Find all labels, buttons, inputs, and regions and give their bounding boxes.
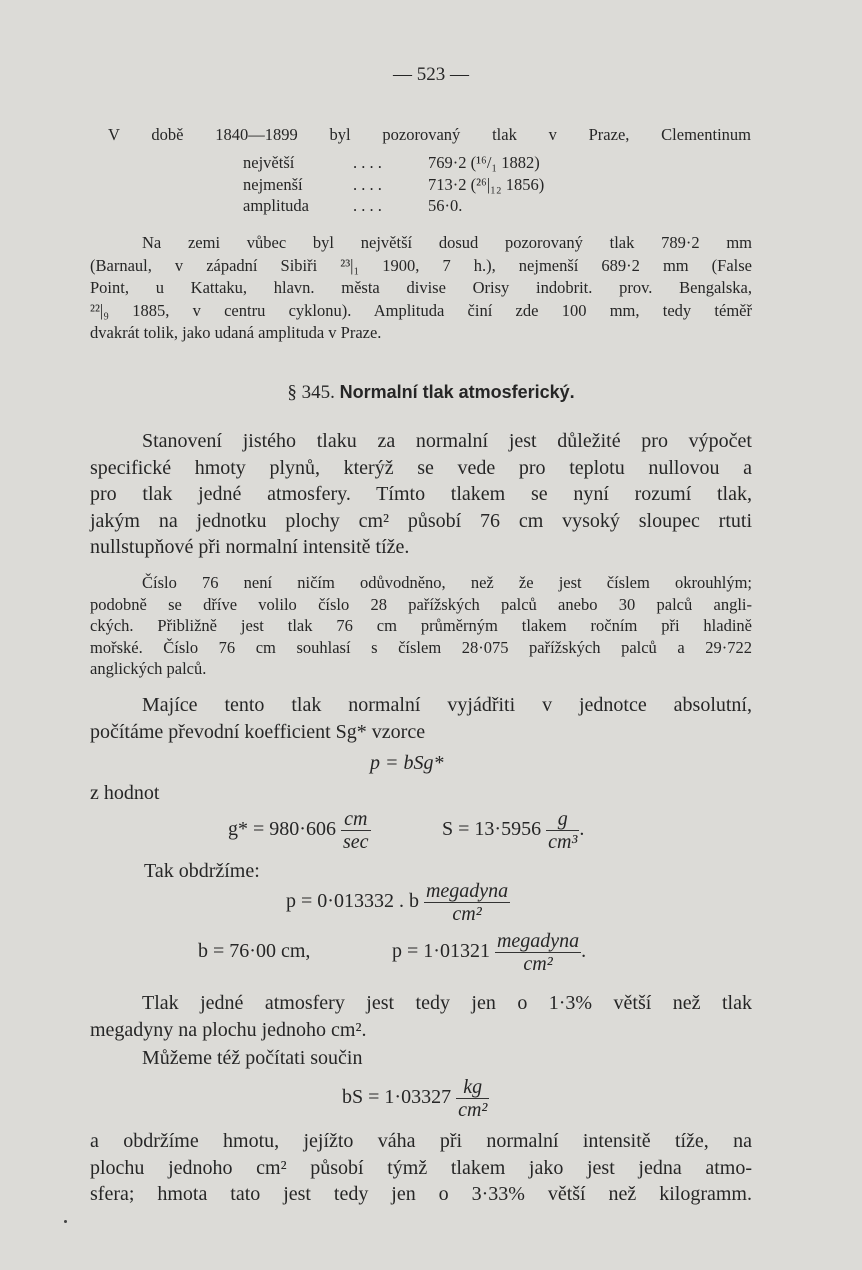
bs-value: bS = 1·03327 [342,1086,452,1109]
fraction-numerator: g [546,808,579,831]
row-dots: . . . . [353,196,382,215]
text-line: plochu jednoho cm² působí týmž tlakem jako jest jedna atmo- [90,1156,752,1179]
s-value: S = 13·5956 [442,818,542,841]
fraction-numerator: megadyna [425,880,509,902]
text-tak-obdrzime: Tak obdržíme: [144,860,260,882]
p-result-value: p = 1·01321 [392,940,490,963]
formula-p-megadyna [286,880,510,925]
p-formula-value: p = 0·013332 . b [286,890,419,913]
row-value: 769·2 (¹⁶/₁ 1882) [428,153,540,172]
formula-g-star [228,808,371,853]
row-value: 56·0. [428,196,463,215]
formula-s [442,808,584,853]
formula-bs [342,1076,489,1121]
text-line: Číslo 76 není ničím odůvodněno, než že jest číslem okrouhlým; [142,573,752,592]
text-line: ckých. Přibližně jest tlak 76 cm průměrným tlakem ročním při hladině [90,616,752,635]
text-line: počítáme převodní koefficient Sg* vzorce [90,720,426,743]
fraction-numerator: cm [341,808,371,831]
p-result-unit [495,930,581,975]
section-number: § 345. [287,382,335,403]
g-star-value: g* = 980·606 [228,818,336,841]
row-label: amplituda [243,196,309,215]
paragraph-mass [90,1128,752,1208]
row-label: největší [243,153,295,172]
prague-pressure-table [243,152,544,217]
text-line: (Barnaul, v západní Sibiři ²³|₁ 1900, 7 h.), nejmenší 689·2 mm (False [90,255,752,275]
prague-intro: V době 1840—1899 byl pozorovaný tlak v Praze, Clementinum [108,125,751,144]
formula-period: . [579,818,585,841]
paragraph-normal-pressure [90,428,752,561]
fraction-denominator: cm² [523,953,553,975]
note-paragraph [90,572,752,680]
text-line: ²²|₉ 1885, v centru cyklonu). Amplituda činí zde 100 mm, tedy téměř [90,300,752,320]
section-title: Normalní tlak atmosferický. [339,382,575,402]
text-line: megadyny na plochu jednoho cm². [90,1018,367,1041]
fraction-denominator: cm² [458,1099,488,1121]
formula-b-value: b = 76·00 cm, [198,940,311,962]
fraction-numerator: megadyna [496,930,580,952]
text-line: sfera; hmota tato jest tedy jen o 3·33% větší než kilogramm. [90,1183,752,1206]
fraction-denominator: cm³ [548,831,578,853]
s-unit [546,808,579,853]
pressure-row-max [243,152,544,174]
text-line: specifické hmoty plynů, kterýž se vede pro teplotu nullovou a [90,456,752,479]
row-value: 713·2 (²⁶|₁₂ 1856) [428,174,545,194]
text-line: dvakrát tolik, jako udaná amplituda v Praze. [90,323,382,342]
paragraph-atmosphere-compare [90,990,752,1043]
pressure-row-amplitude [243,195,544,217]
g-star-unit [341,808,371,853]
margin-speck [64,1220,67,1223]
text-line: podobně se dříve volilo číslo 28 pařížských palců anebo 30 palců angli- [90,594,752,614]
row-dots: . . . . [353,174,382,194]
text-line: mořské. Číslo 76 cm souhlasí s číslem 28·075 pařížských palců a 29·722 [90,637,752,657]
text-line: Tlak jedné atmosfery jest tedy jen o 1·3% větší než tlak [142,992,752,1014]
pressure-row-min [243,174,544,196]
paragraph-conversion [90,692,752,745]
text-line: nullstupňové při normalní intensitě tíže. [90,536,410,559]
text-line: Point, u Kattaku, hlavn. města divise Orisy indobrit. prov. Bengalska, [90,278,752,297]
world-pressure-paragraph [90,232,752,345]
text-line: Majíce tento tlak normalní vyjádřiti v jednotce absolutní, [142,694,752,716]
formula-period: . [581,940,587,963]
fraction-numerator: kg [456,1076,489,1099]
formula-p-result [392,930,586,975]
row-dots: . . . . [353,153,382,172]
fraction-denominator: cm² [452,903,482,925]
text-line: Na zemi vůbec byl největší dosud pozorovaný tlak 789·2 mm [142,233,752,252]
formula-p-bsg: p = bSg* [370,752,444,774]
row-label: nejmenší [243,174,303,194]
text-line: a obdržíme hmotu, jejížto váha při normalní intensitě tíže, na [90,1130,752,1152]
text-line: Stanovení jistého tlaku za normalní jest důležité pro výpočet [142,430,752,452]
text-z-hodnot: z hodnot [90,782,160,804]
fraction-denominator: sec [342,831,369,853]
page-number: — 523 — [393,64,469,85]
text-line: anglických palců. [90,659,207,678]
section-heading [0,382,862,404]
bs-unit [456,1076,489,1121]
text-soucin: Můžeme též počítati součin [142,1047,363,1069]
text-line: pro tlak jedné atmosfery. Tímto tlakem se nyní rozumí tlak, [90,483,752,506]
text-line: jakým na jednotku plochy cm² působí 76 cm vysoký sloupec rtuti [90,509,752,532]
p-formula-unit [424,880,510,925]
